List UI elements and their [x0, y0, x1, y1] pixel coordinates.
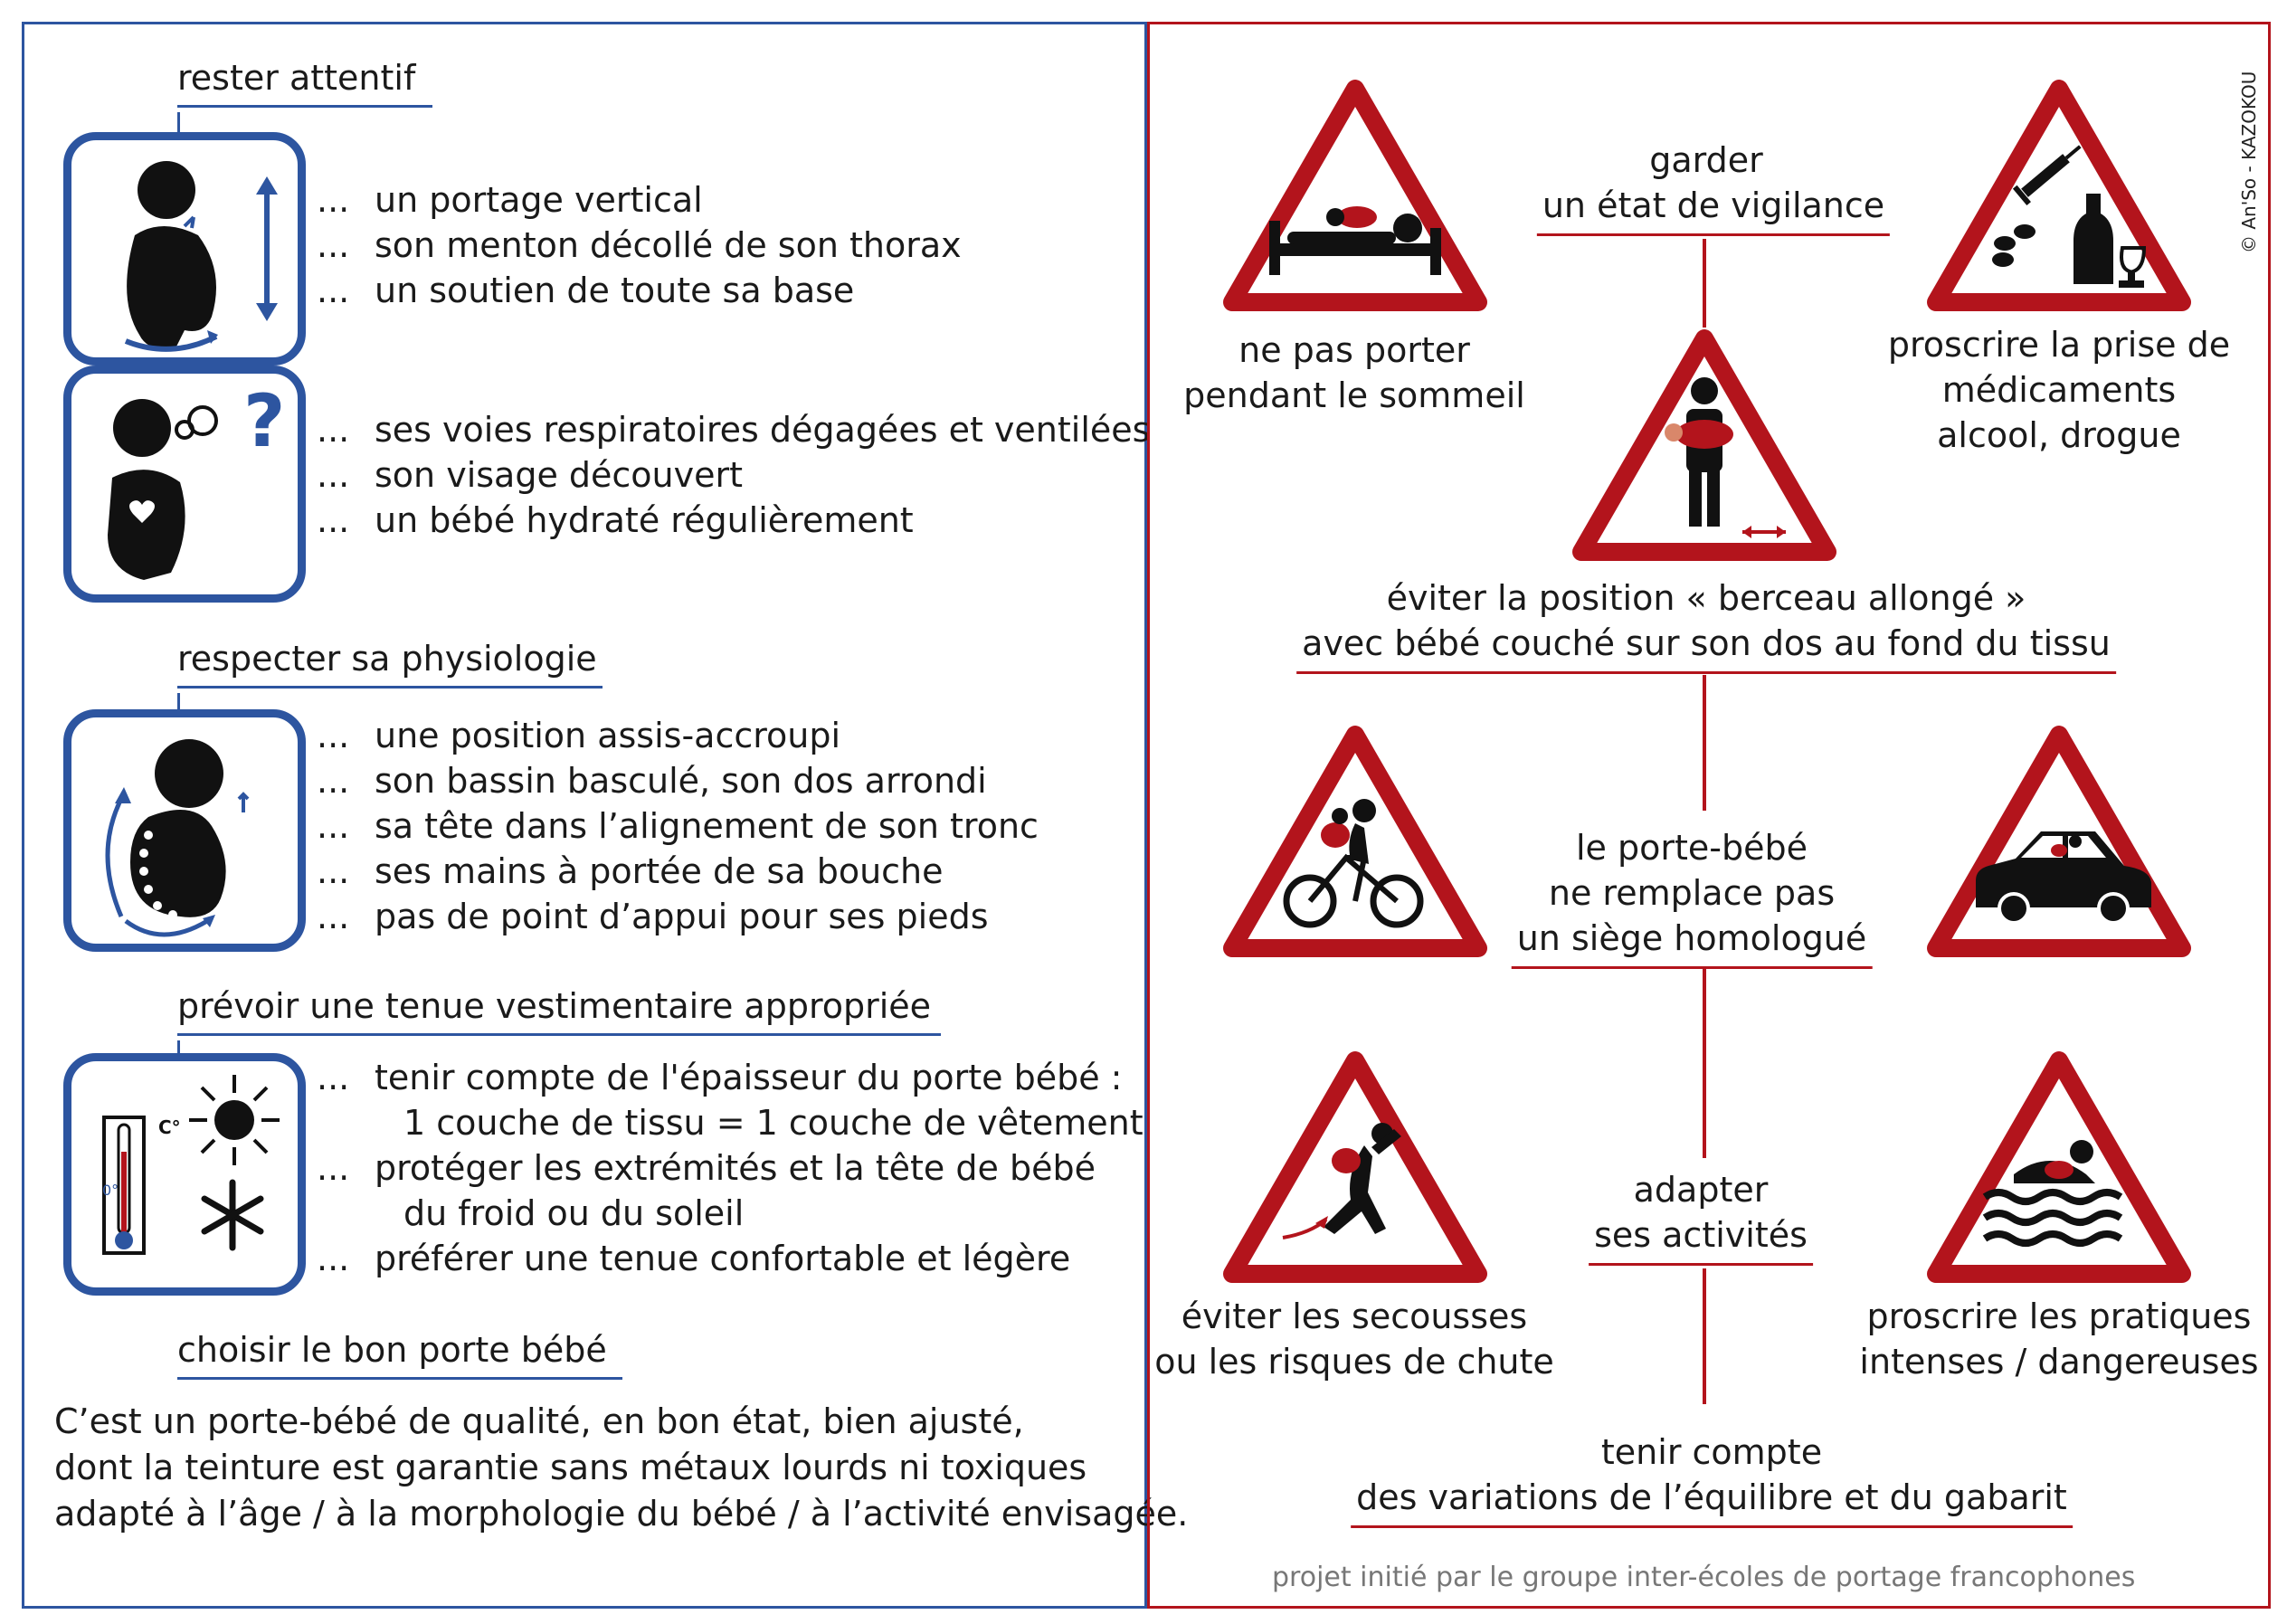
- car-warning-icon: [1923, 722, 2195, 966]
- intense-line-1: proscrire les pratiques: [1866, 1296, 2252, 1336]
- bullet-dots: ...: [317, 716, 350, 755]
- carrier-line-2: dont la teinture est garantie sans métaux lourds ni toxiques: [54, 1448, 1087, 1487]
- balance-plain: des: [1356, 1477, 1428, 1517]
- cradle-line-1: [1387, 575, 2026, 621]
- meds-line-3: alcool, drogue: [1937, 415, 2181, 455]
- sleep-warning-icon: [1219, 76, 1491, 320]
- bike-warning-icon: [1219, 722, 1491, 966]
- physiology-item-1: une position assis-accroupi: [375, 716, 841, 755]
- heading-attentive: rester attentif: [177, 58, 432, 108]
- icon-box-vertical: [63, 132, 306, 366]
- seat-bold: siège homologué: [1571, 918, 1867, 958]
- heading-carrier-bold: bon porte bébé: [342, 1330, 607, 1370]
- connector-line: [1703, 239, 1706, 328]
- icon-box-clothing: [63, 1053, 306, 1296]
- cradle-bold: berceau allongé: [1717, 578, 1995, 618]
- bullet-dots: ...: [317, 1148, 350, 1188]
- fall-warning-icon: [1219, 1048, 1491, 1292]
- clothing-item-3: préférer une tenue confortable et légère: [375, 1239, 1071, 1278]
- balance-line-2: [1351, 1475, 2073, 1528]
- connector-line: [1703, 675, 1706, 811]
- activities-line-1: adapter: [1633, 1170, 1769, 1210]
- heading-clothing: [177, 986, 941, 1036]
- bullet-dots: ...: [317, 1058, 350, 1097]
- vigilance-line-2: [1537, 183, 1890, 236]
- connector-line: [1703, 1268, 1706, 1404]
- icon-box-breathing: [63, 366, 306, 603]
- physiology-item-3: sa tête dans l’alignement de son tronc: [375, 806, 1039, 846]
- attentive-item-5: son visage découvert: [375, 455, 744, 495]
- attentive-item-4: ses voies respiratoires dégagées et ventilées: [375, 410, 1151, 450]
- clothing-item-1: tenir compte de l'épaisseur du porte bébé :: [375, 1058, 1123, 1097]
- vigilance-bold: état de vigilance: [1597, 185, 1885, 225]
- bullet-dots: ...: [317, 1239, 350, 1278]
- activities-line-2: ses activités: [1589, 1212, 1813, 1266]
- baby-vertical-icon: [71, 140, 298, 357]
- cradle-line-2: avec bébé couché sur son dos au fond du tissu: [1296, 621, 2116, 674]
- bullet-dots: ...: [317, 225, 350, 265]
- footer-credit: projet initié par le groupe inter-écoles de portage francophones: [1272, 1562, 2136, 1593]
- baby-curled-icon: [71, 717, 298, 944]
- heading-physiology: respecter sa physiologie: [177, 639, 603, 689]
- seat-line-2: ne remplace pas: [1548, 873, 1836, 913]
- sleep-line-1: ne pas porter: [1238, 330, 1470, 370]
- heading-carrier: [177, 1330, 622, 1380]
- heading-carrier-plain: choisir le: [177, 1330, 343, 1370]
- heading-clothing-bold: tenue vestimentaire appropriée: [384, 986, 932, 1026]
- balance-line-1: tenir compte: [1600, 1432, 1823, 1472]
- meds-line-1: proscrire la prise de: [1887, 325, 2231, 365]
- cradle-plain: éviter la position «: [1386, 578, 1718, 618]
- cradle-position-warning-icon: [1569, 326, 1840, 570]
- carrier-line-1: C’est un porte-bébé de qualité, en bon état, bien ajusté,: [54, 1401, 1024, 1441]
- shocks-line-1: éviter les secousses: [1181, 1296, 1528, 1336]
- sleep-line-2: pendant le sommeil: [1183, 375, 1525, 415]
- bullet-dots: ...: [317, 806, 350, 846]
- swimming-warning-icon: [1923, 1048, 2195, 1292]
- attentive-item-3: un soutien de toute sa base: [375, 271, 855, 310]
- shocks-line-2: ou les risques de chute: [1154, 1342, 1554, 1382]
- seat-plain: un: [1516, 918, 1571, 958]
- svg-text:0°: 0°: [102, 1182, 119, 1199]
- vigilance-line-1: garder: [1649, 140, 1763, 180]
- weather-icons: [71, 1061, 298, 1287]
- bullet-dots: ...: [317, 500, 350, 540]
- seat-line-1: le porte-bébé: [1576, 828, 1808, 868]
- baby-breathing-icon: [71, 374, 298, 594]
- physiology-item-5: pas de point d’appui pour ses pieds: [375, 897, 989, 936]
- carrier-line-3: adapté à l’âge / à la morphologie du bébé / à l’activité envisagée.: [54, 1494, 1189, 1534]
- bullet-dots: ...: [317, 897, 350, 936]
- snowflake-icon: [204, 1182, 261, 1248]
- bullet-dots: ...: [317, 455, 350, 495]
- attentive-item-6: un bébé hydraté régulièrement: [375, 500, 914, 540]
- bullet-dots: ...: [317, 761, 350, 801]
- bullet-dots: ...: [317, 851, 350, 891]
- svg-text:C°: C°: [158, 1116, 181, 1138]
- medication-alcohol-warning-icon: [1923, 76, 2195, 320]
- clothing-item-2-sub: du froid ou du soleil: [403, 1193, 745, 1233]
- icon-box-physiology: [63, 709, 306, 952]
- cradle-end: »: [1994, 578, 2026, 618]
- bullet-dots: ...: [317, 271, 350, 310]
- meds-line-2: médicaments: [1941, 370, 2177, 410]
- connector-line: [1703, 968, 1706, 1158]
- sun-icon: [189, 1075, 280, 1165]
- svg-text:?: ?: [243, 379, 286, 463]
- attentive-item-1: un portage vertical: [375, 180, 703, 220]
- bullet-dots: ...: [317, 180, 350, 220]
- vigilance-plain: un: [1542, 185, 1598, 225]
- balance-bold: variations de l’équilibre et du gabarit: [1428, 1477, 2067, 1517]
- seat-line-3: [1512, 916, 1873, 969]
- clothing-item-1-sub: 1 couche de tissu = 1 couche de vêtement: [403, 1103, 1144, 1143]
- copyright: © An'So - KAZOKOU: [2238, 71, 2260, 253]
- physiology-item-2: son bassin basculé, son dos arrondi: [375, 761, 987, 801]
- clothing-item-2: protéger les extrémités et la tête de bébé: [375, 1148, 1096, 1188]
- intense-line-2: intenses / dangereuses: [1859, 1342, 2259, 1382]
- physiology-item-4: ses mains à portée de sa bouche: [375, 851, 944, 891]
- bullet-dots: ...: [317, 410, 350, 450]
- attentive-item-2: son menton décollé de son thorax: [375, 225, 962, 265]
- heading-clothing-plain: prévoir une: [177, 986, 385, 1026]
